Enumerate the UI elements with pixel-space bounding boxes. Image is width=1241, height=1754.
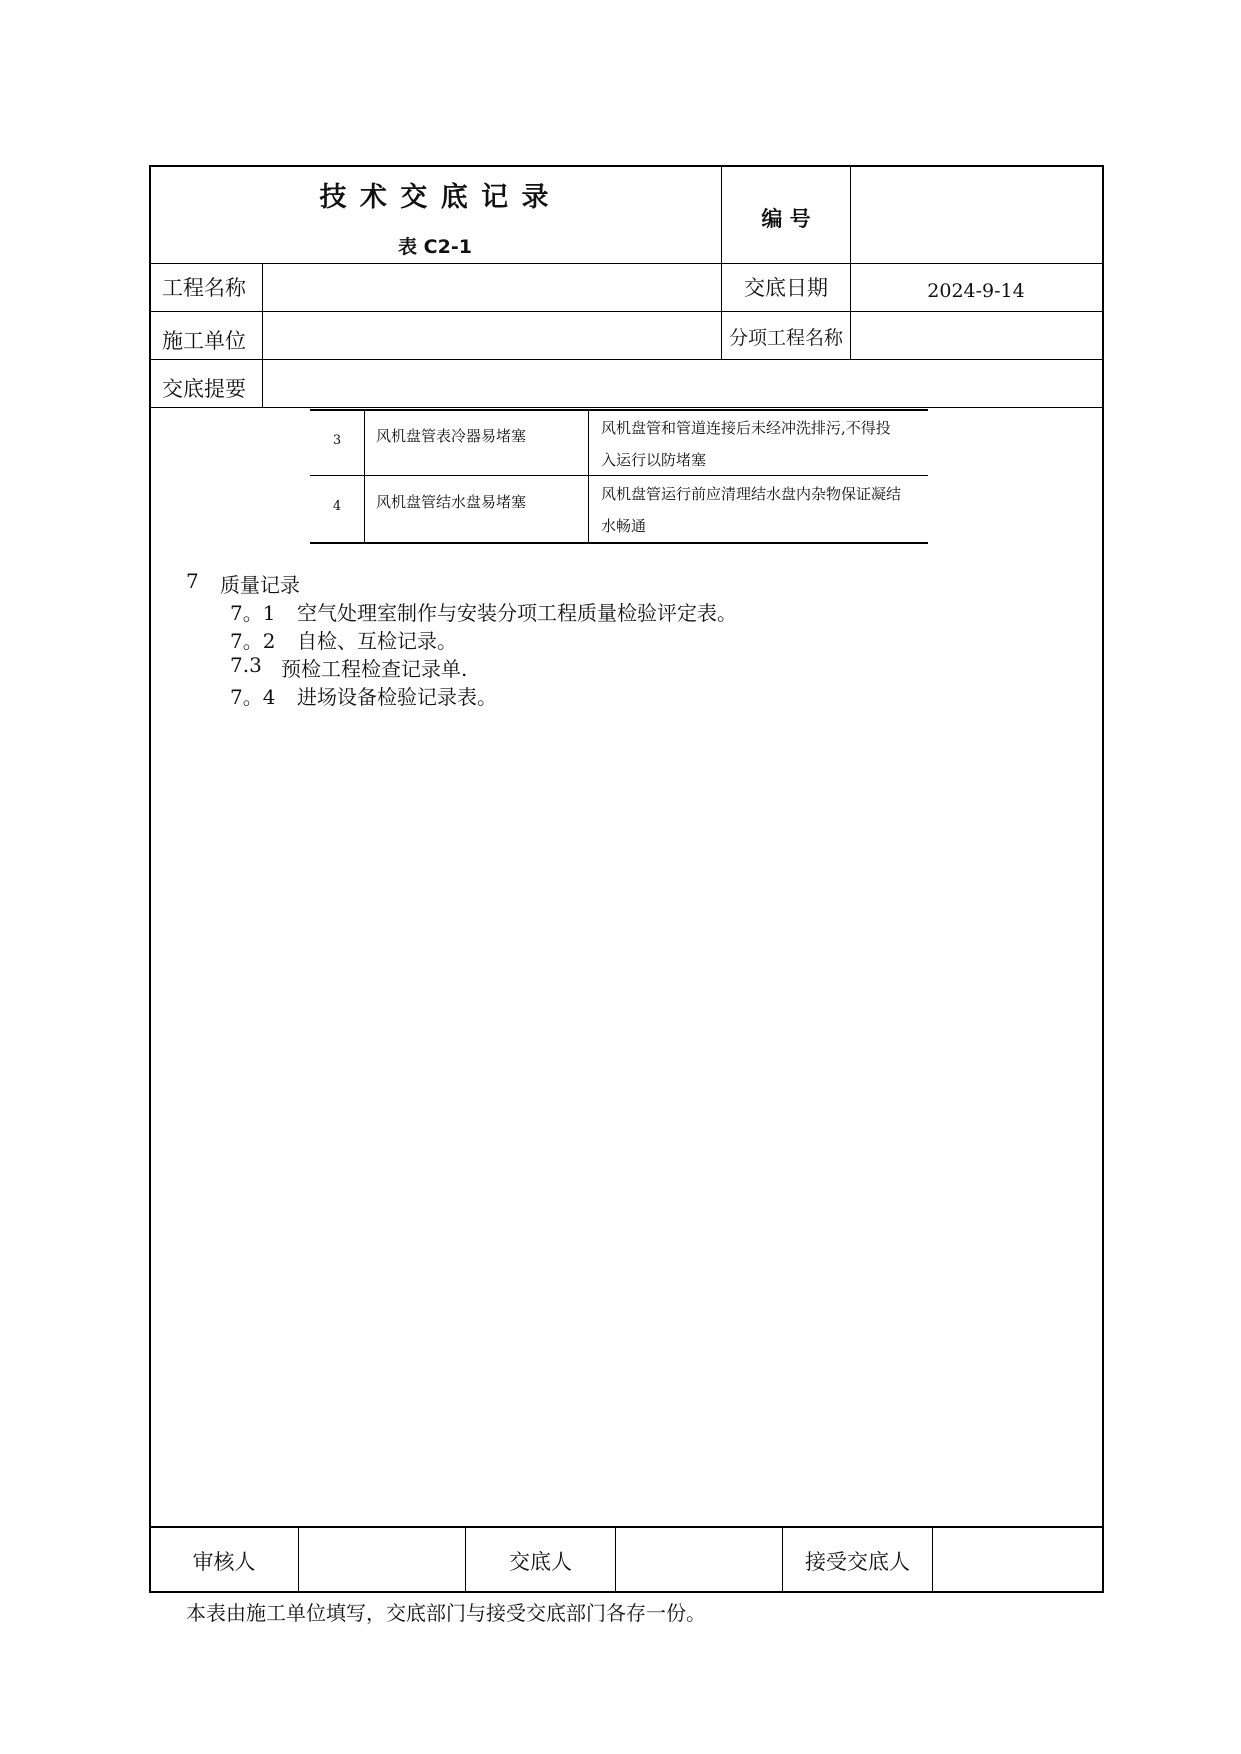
problem-cell: 风机盘管结水盘易堵塞 [376,493,527,511]
date-label: 交底日期 [744,276,828,300]
date-value[interactable]: 2024-9-14 [927,280,1025,302]
project-name-label: 工程名称 [162,276,246,300]
list-item-text: 预检工程检查记录单. [281,657,468,681]
list-item-number: 7。1 [230,601,276,625]
footnote: 本表由施工单位填写，交底部门与接受交底部门各存一份。 [186,1601,706,1625]
table-row [310,409,928,475]
divider [150,311,1103,312]
list-item-number: 7。2 [230,629,276,653]
summary-label: 交底提要 [162,377,246,401]
list-item-text: 自检、互检记录。 [297,629,457,653]
number-label: 编 号 [761,207,811,231]
divider [150,1526,1103,1528]
measure-line: 风机盘管和管道连接后未经冲洗排污,不得投 [601,419,891,437]
divider [150,359,1103,360]
project-name-field[interactable] [265,266,717,310]
list-item-text: 空气处理室制作与安装分项工程质量检验评定表。 [297,601,737,625]
form-code: 表 C2-1 [398,236,472,258]
receiver-label: 接受交底人 [805,1550,910,1574]
reviewer-label: 审核人 [192,1550,256,1574]
section-number: 7 [186,569,199,593]
unit-label: 施工单位 [162,329,246,353]
divider [150,263,1103,264]
discloser-label: 交底人 [509,1550,572,1574]
form-title: 技 术 交 底 记 录 [319,182,551,213]
list-item-number: 7。4 [230,685,276,709]
row-number: 4 [332,499,342,514]
measure-line: 水畅通 [601,517,647,535]
measure-line: 入运行以防堵塞 [601,451,707,469]
unit-field[interactable] [265,314,717,358]
summary-field[interactable] [265,362,1100,406]
table-row [310,475,928,542]
row-number: 3 [332,433,342,448]
divider [262,264,263,408]
receiver-field[interactable] [934,1530,1100,1588]
divider [150,407,1103,408]
section-heading: 质量记录 [220,573,300,597]
list-item-text: 进场设备检验记录表。 [297,685,497,709]
measure-line: 风机盘管运行前应清理结水盘内杂物保证凝结 [601,485,902,503]
subproject-label: 分项工程名称 [728,327,843,349]
list-item-number: 7.3 [230,653,262,677]
number-field[interactable] [852,170,1100,260]
problem-cell: 风机盘管表冷器易堵塞 [376,427,527,445]
reviewer-field[interactable] [300,1530,463,1588]
subproject-field[interactable] [852,314,1100,358]
discloser-field[interactable] [617,1530,780,1588]
